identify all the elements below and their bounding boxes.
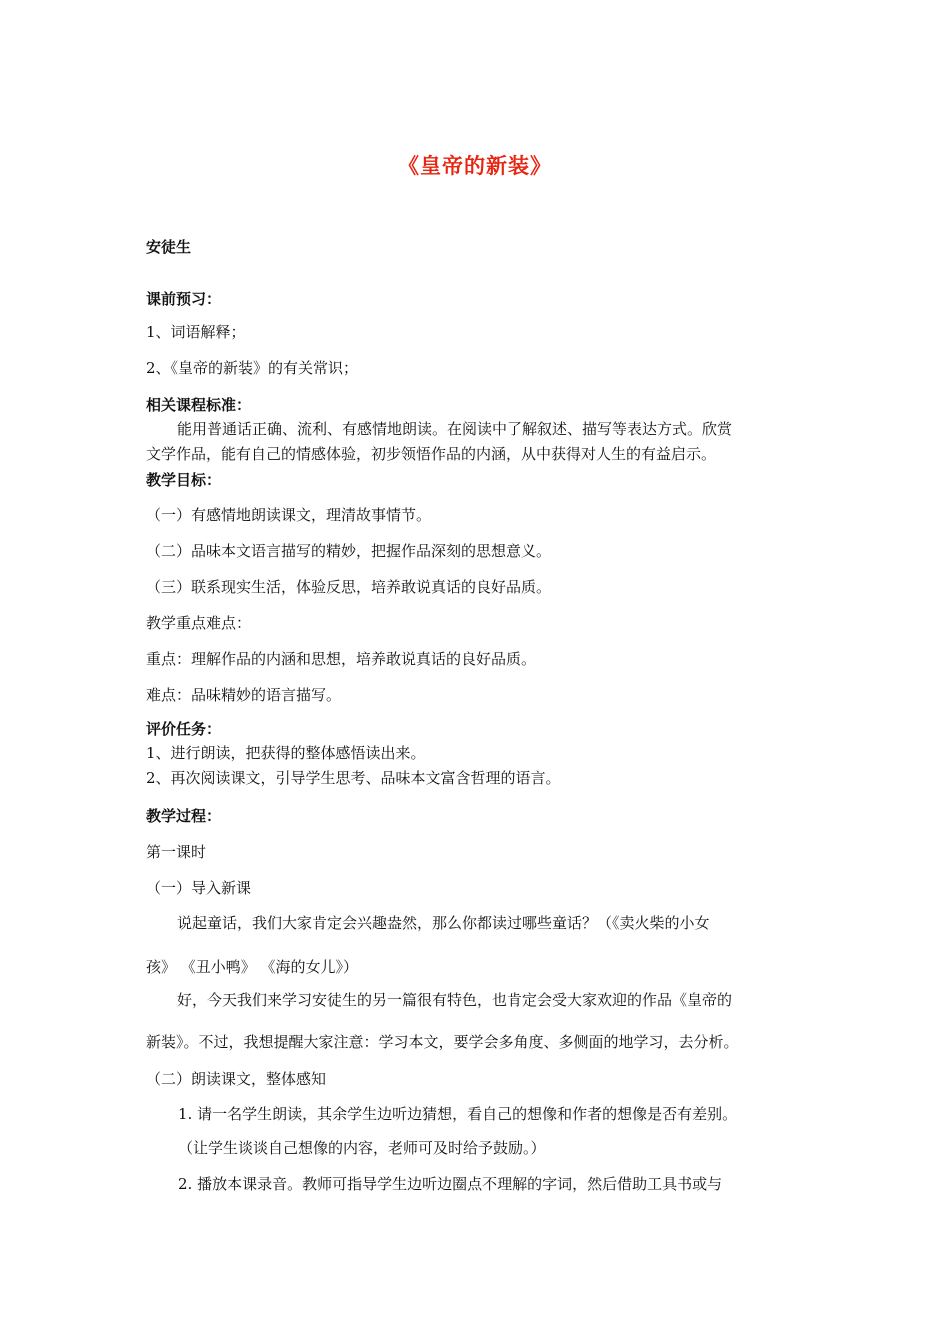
preview-item: 2、《皇帝的新装》的有关常识； [146, 359, 359, 377]
focus-difficulty: 难点：品味精妙的语言描写。 [146, 686, 342, 704]
part1-paragraph-line: 新装》。不过，我想提醒大家注意：学习本文，要学会多角度、多侧面的地学习，去分析。 [146, 1033, 739, 1051]
part2-title: （二）朗读课文，整体感知 [146, 1070, 327, 1088]
part2-step: 2. 播放本课录音。教师可指导学生边听边圈点不理解的字词，然后借助工具书或与 [178, 1175, 723, 1193]
goal-item: （三）联系现实生活，体验反思，培养敢说真话的良好品质。 [146, 578, 552, 596]
standard-text-line: 文学作品，能有自己的情感体验，初步领悟作品的内涵，从中获得对人生的有益启示。 [146, 445, 717, 463]
part1-paragraph-line: 好，今天我们来学习安徒生的另一篇很有特色，也肯定会受大家欢迎的作品《皇帝的 [177, 991, 733, 1009]
lesson-label: 第一课时 [146, 843, 207, 861]
focus-key-point: 重点：理解作品的内涵和思想，培养敢说真话的良好品质。 [146, 650, 537, 668]
goal-item: （二）品味本文语言描写的精妙，把握作品深刻的思想意义。 [146, 542, 552, 560]
task-item: 1、进行朗读，把获得的整体感悟读出来。 [146, 744, 426, 762]
goal-item: （一）有感情地朗读课文，理清故事情节。 [146, 506, 432, 524]
tasks-heading: 评价任务： [146, 720, 222, 738]
part2-step: 1. 请一名学生朗读，其余学生边听边猜想，看自己的想像和作者的想像是否有差别。 [178, 1105, 738, 1123]
focus-heading: 教学重点难点： [146, 614, 252, 632]
task-item: 2、再次阅读课文，引导学生思考、品味本文富含哲理的语言。 [146, 769, 561, 787]
preview-heading: 课前预习： [146, 290, 222, 308]
standard-text-line: 能用普通话正确、流利、有感情地朗读。在阅读中了解叙述、描写等表达方式。欣赏 [177, 420, 733, 438]
preview-item: 1、词语解释； [146, 323, 246, 341]
part1-paragraph-line: 孩》 《丑小鸭》 《海的女儿》） [146, 958, 359, 976]
author-name: 安徒生 [146, 238, 192, 256]
goals-heading: 教学目标： [146, 471, 222, 489]
part1-paragraph-line: 说起童话，我们大家肯定会兴趣盎然，那么你都读过哪些童话？（《卖火柴的小女 [177, 914, 710, 932]
part2-step-note: （让学生谈谈自己想像的内容，老师可及时给予鼓励。） [178, 1139, 546, 1157]
document-title: 《皇帝的新装》 [398, 154, 552, 178]
process-heading: 教学过程： [146, 807, 222, 825]
standard-heading: 相关课程标准： [146, 396, 252, 414]
part1-title: （一）导入新课 [146, 879, 252, 897]
